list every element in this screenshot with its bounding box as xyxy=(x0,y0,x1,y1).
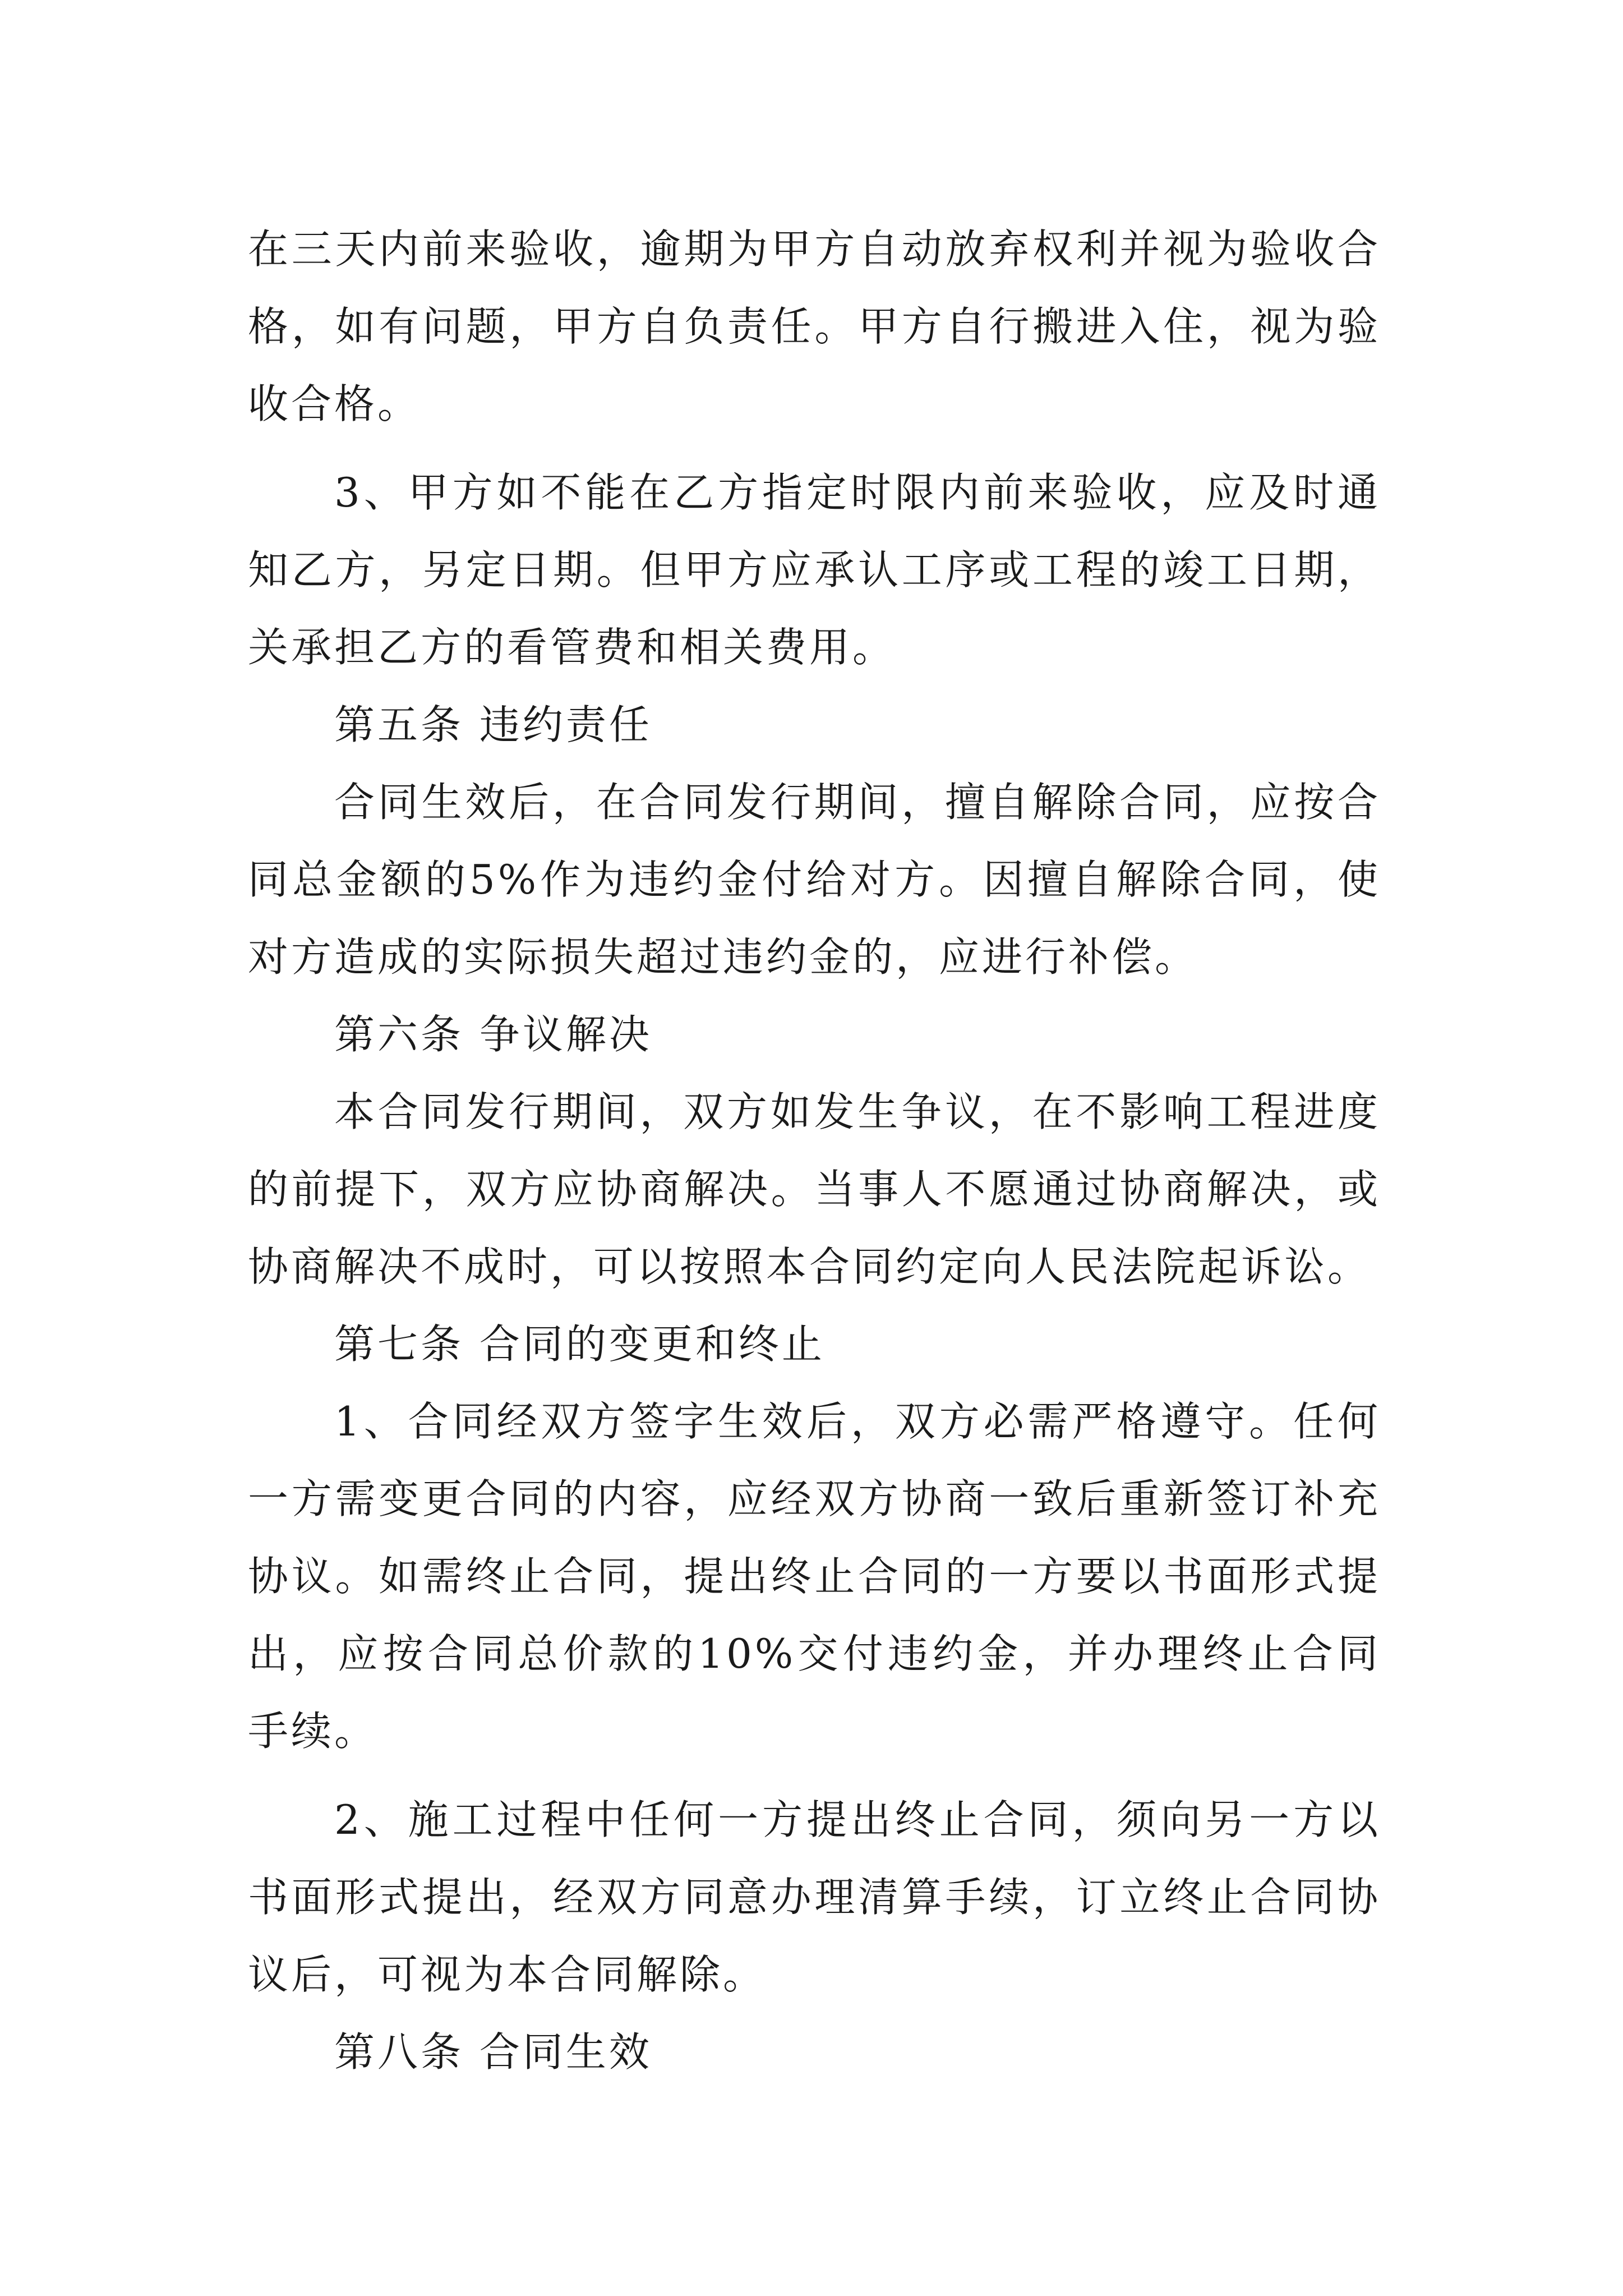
paragraph-acceptance-continued: 在三天内前来验收，逾期为甲方自动放弃权利并视为验收合格，如有问题，甲方自负责任。甲方自行搬进入住，视为验收合格。 xyxy=(248,226,1381,427)
paragraph-dispute-resolution: 本合同发行期间，双方如发生争议，在不影响工程进度的前提下，双方应协商解决。当事人不愿通过协商解决，或协商解决不成时，可以按照本合同约定向人民法院起诉讼。 xyxy=(248,1088,1381,1290)
heading-article-5: 第五条 违约责任 xyxy=(334,701,652,748)
paragraph-breach-liability: 合同生效后，在合同发行期间，擅自解除合同，应按合同总金额的5%作为违约金付给对方。因擅自解除合同，使对方造成的实际损失超过违约金的，应进行补偿。 xyxy=(248,779,1381,981)
heading-article-8: 第八条 合同生效 xyxy=(334,2028,652,2076)
heading-article-6: 第六条 争议解决 xyxy=(334,1011,652,1058)
paragraph-change-clause-2: 2、施工过程中任何一方提出终止合同，须向另一方以书面形式提出，经双方同意办理清算手续，订立终止合同协议后，可视为本合同解除。 xyxy=(248,1796,1381,1998)
heading-article-7: 第七条 合同的变更和终止 xyxy=(334,1320,825,1368)
document-body xyxy=(248,210,1381,2091)
paragraph-clause-3: 3、甲方如不能在乙方指定时限内前来验收，应及时通知乙方，另定日期。但甲方应承认工序或工程的竣工日期，关承担乙方的看管费和相关费用。 xyxy=(248,469,1381,671)
paragraph-change-clause-1: 1、合同经双方签字生效后，双方必需严格遵守。任何一方需变更合同的内容，应经双方协商一致后重新签订补充协议。如需终止合同，提出终止合同的一方要以书面形式提出，应按合同总价款的10%交付违约金，并办理终止合同手续。 xyxy=(248,1398,1381,1755)
